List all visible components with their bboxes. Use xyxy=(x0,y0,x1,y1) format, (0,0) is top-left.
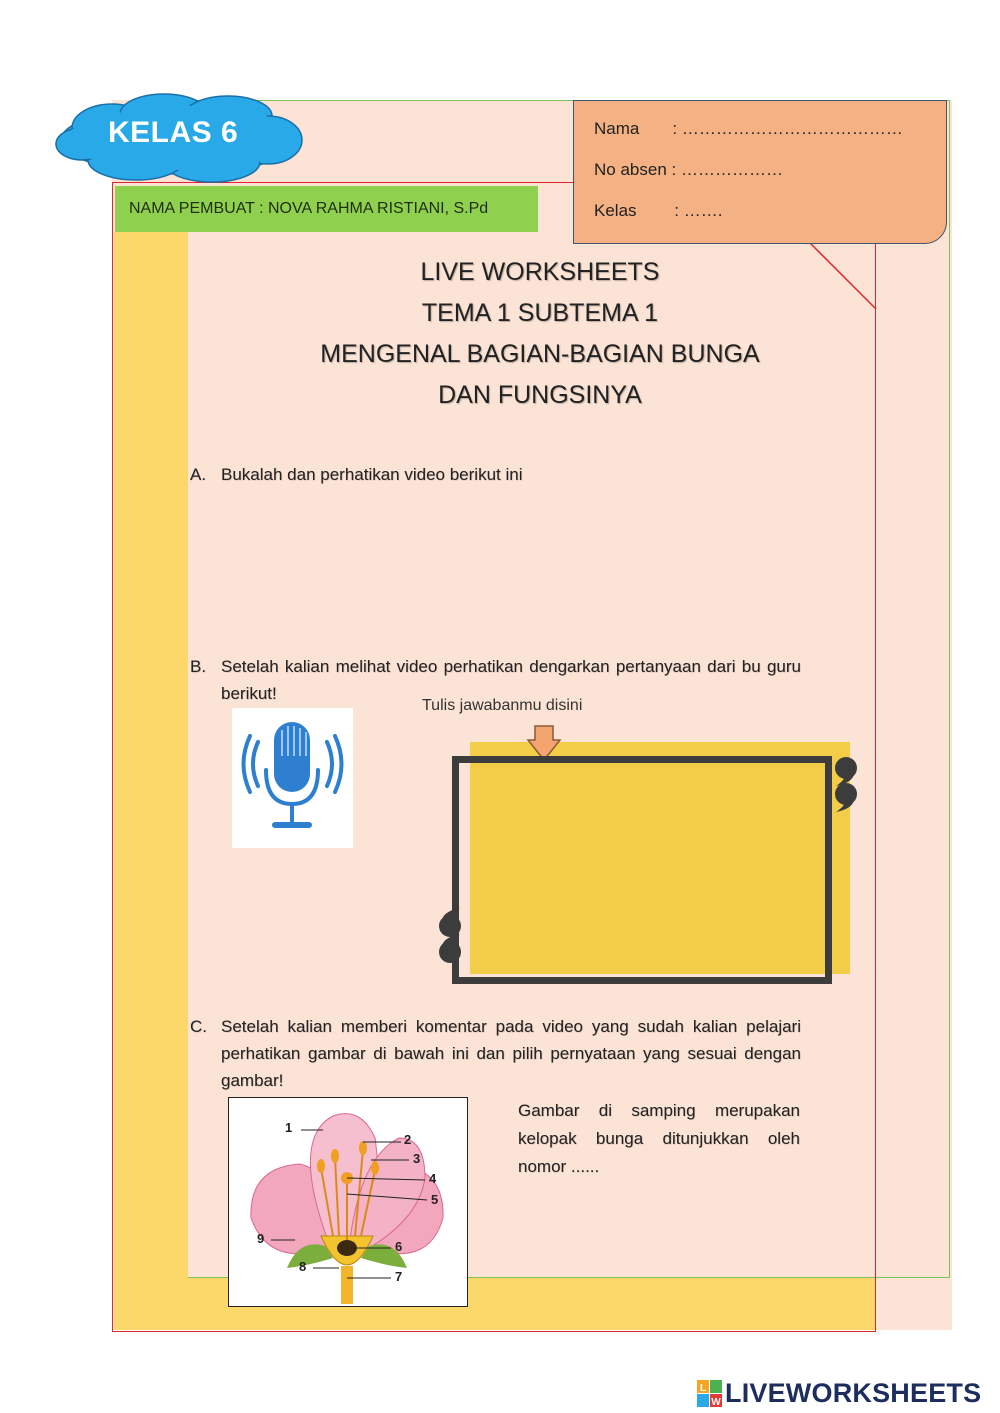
section-c-side-text: Gambar di samping merupakan kelopak bunga ditunjukkan oleh nomor ...... xyxy=(518,1101,800,1176)
student-info-box xyxy=(573,100,947,244)
flower-label-4: 4 xyxy=(429,1171,437,1186)
section-b-label: B. xyxy=(190,657,207,676)
title-line-3: MENGENAL BAGIAN-BAGIAN BUNGA xyxy=(320,340,760,368)
section-c-label: C. xyxy=(190,1017,207,1036)
microphone-icon xyxy=(232,708,353,848)
logo-letter-w: W xyxy=(711,1396,721,1408)
class-field[interactable]: Kelas : ……. xyxy=(594,201,723,220)
section-c-text: Setelah kalian memberi komentar pada video yang sudah kalian pelajari perhatikan gambar di bawah ini dan pilih pernyataan yang sesuai dengan gambar! xyxy=(221,1017,801,1090)
title-line-2: TEMA 1 SUBTEMA 1 xyxy=(421,299,659,327)
brand-logo xyxy=(697,1378,981,1409)
flower-label-5: 5 xyxy=(431,1192,439,1207)
flower-label-7: 7 xyxy=(395,1269,403,1284)
flower-label-8: 8 xyxy=(299,1259,307,1274)
flower-label-1: 1 xyxy=(285,1120,293,1135)
answer-input[interactable] xyxy=(466,770,818,970)
absen-field[interactable]: No absen : ……………… xyxy=(594,160,783,179)
brand-text: LIVEWORKSHEETS xyxy=(725,1378,982,1408)
flower-label-3: 3 xyxy=(413,1151,421,1166)
maker-label: NAMA PEMBUAT : NOVA RAHMA RISTIANI, S.Pd xyxy=(129,200,489,217)
close-quote-icon xyxy=(818,752,868,812)
logo-letter-l: L xyxy=(699,1382,707,1394)
class-badge: KELAS 6 xyxy=(108,116,239,149)
title-line-1: LIVE WORKSHEETS xyxy=(420,258,660,286)
section-b-text: Setelah kalian melihat video perhatikan dengarkan pertanyaan dari bu guru berikut! xyxy=(221,657,801,703)
title-line-4: DAN FUNGSINYA xyxy=(438,381,642,409)
flower-label-9: 9 xyxy=(257,1231,265,1246)
flower-label-2: 2 xyxy=(404,1132,412,1147)
name-field[interactable]: Nama : ………………………………… xyxy=(594,119,903,138)
flower-diagram xyxy=(228,1097,468,1307)
open-quote-icon xyxy=(428,906,478,968)
audio-play-button[interactable] xyxy=(232,708,353,848)
section-a-text: Bukalah dan perhatikan video berikut ini xyxy=(221,465,523,484)
liveworksheets-logo-icon xyxy=(697,1380,723,1408)
section-a-label: A. xyxy=(190,465,207,484)
flower-label-6: 6 xyxy=(395,1239,403,1254)
answer-hint: Tulis jawabanmu disini xyxy=(422,697,583,714)
maker-banner xyxy=(115,186,538,232)
